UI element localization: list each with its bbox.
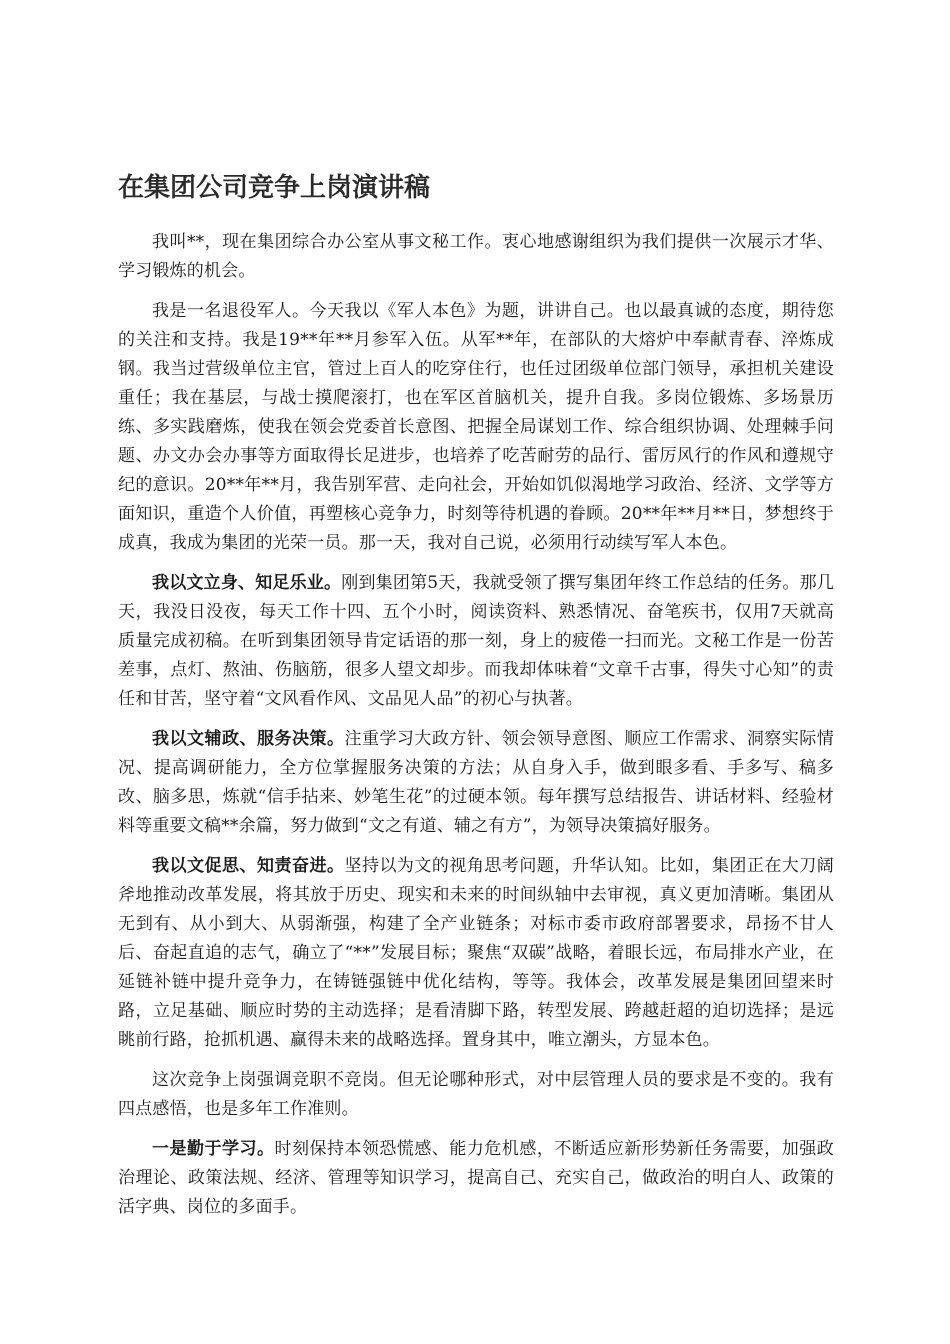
paragraph-background [118,297,834,558]
paragraph-section-2 [118,725,834,841]
document-page [118,170,834,1233]
paragraph-text: 刚到集团第5天，我就受领了撰写集团年终工作总结的任务。那几天，我没日没夜，每天工作十四、五个小时，阅读资料、熟悉情况、奋笔疾书，仅用7天就高质量完成初稿。在听到集团领导肯定话语的那一刻，身上的疲倦一扫而光。文秘工作是一份苦差事，点灯、熬油、伤脑筋，很多人望文却步。而我却体味着“文章千古事，得失寸心知”的责任和甘苦，坚守着“文风看作风、文品见人品”的初心与执著。 [118,573,834,709]
paragraph-text: 我叫**，现在集团综合办公室从事文秘工作。衷心地感谢组织为我们提供一次展示才华、学习锻炼的机会。 [118,232,834,281]
paragraph-text: 时刻保持本领恐慌感、能力危机感，不断适应新形势新任务需要，加强政治理论、政策法规、经济、管理等知识学习，提高自己、充实自己，做政治的明白人、政策的活字典、岗位的多面手。 [118,1139,834,1217]
paragraph-text: 我是一名退役军人。今天我以《军人本色》为题，讲讲自己。也以最真诚的态度，期待您的关注和支持。我是19**年**月参军入伍。从军**年，在部队的大熔炉中奉献青春、淬炼成钢。我当过营级单位主官，管过上百人的吃穿住行，也任过团级单位部门领导，承担机关建设重任；我在基层，与战士摸爬滚打，也在军区首脑机关，提升自我。多岗位锻炼、多场景历练、多实践磨炼，使我在领会党委首长意图、把握全局谋划工作、综合组织协调、处理棘手问题、办文办会办事等方面取得长足进步，也培养了吃苦耐劳的品行、雷厉风行的作风和遵规守纪的意识。20**年**月，我告别军营、走向社会，开始如饥似渴地学习政治、经济、文学等方面知识，重造个人价值，再塑核心竞争力，时刻等待机遇的眷顾。20**年**月**日，梦想终于成真，我成为集团的光荣一员。那一天，我对自己说，必须用行动续写军人本色。 [118,301,834,553]
paragraph-text: 这次竞争上岗强调竞职不竞岗。但无论哪种形式，对中层管理人员的要求是不变的。我有四点感悟，也是多年工作准则。 [118,1070,834,1119]
paragraph-lead: 我以文促思、知责奋进。 [152,856,345,876]
paragraph-transition [118,1066,834,1124]
paragraph-intro [118,228,834,286]
paragraph-lead: 我以文立身、知足乐业。 [152,573,342,593]
paragraph-text: 注重学习大政方针、领会领导意图、顺应工作需求、洞察实际情况、提高调研能力，全方位掌握服务决策的方法；从自身入手，做到眼多看、手多写、稿多改、脑多思，炼就“信手拈来、妙笔生花”的过硬本领。每年撰写总结报告、讲话材料、经验材料等重要文稿**余篇，努力做到“文之有道、辅之有方”，为领导决策搞好服务。 [118,729,835,836]
paragraph-lead: 一是勤于学习。 [152,1139,275,1159]
paragraph-section-1 [118,569,834,714]
document-title: 在集团公司竞争上岗演讲稿 [118,173,431,203]
paragraph-text: 坚持以为文的视角思考问题，升华认知。比如，集团正在大刀阔斧地推动改革发展，将其放于历史、现实和未来的时间纵轴中去审视，真义更加清晰。集团从无到有、从小到大、从弱渐强，构建了全产业链条；对标市委市政府部署要求，昂扬不甘人后、奋起直追的志气，确立了“**”发展目标；聚焦“双碳”战略，着眼长远，布局排水产业，在延链补链中提升竞争力，在铸链强链中优化结构，等等。我体会，改革发展是集团回望来时路，立足基础、顺应时势的主动选择；是看清脚下路，转型发展、跨越赶超的迫切选择；是远眺前行路，抢抓机遇、赢得未来的战略选择。置身其中，唯立潮头，方显本色。 [118,856,835,1050]
paragraph-point-1 [118,1135,834,1222]
paragraph-section-3 [118,852,834,1055]
paragraph-lead: 我以文辅政、服务决策。 [152,729,345,749]
